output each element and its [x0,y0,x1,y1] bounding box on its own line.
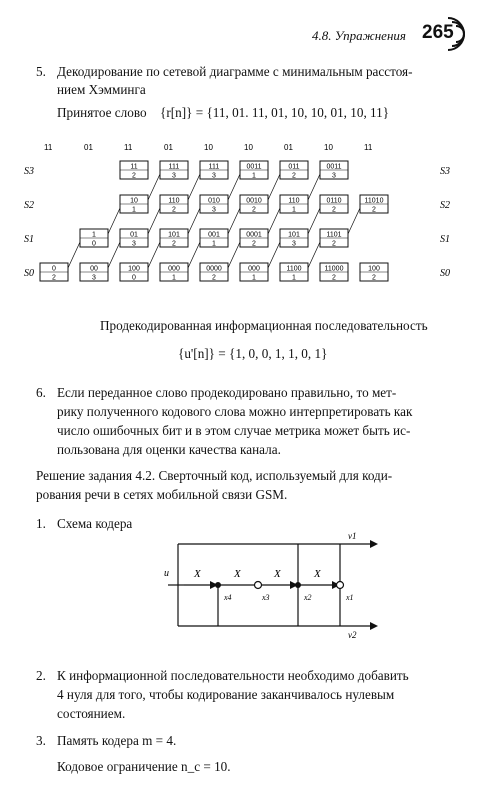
trellis-branch [68,242,80,268]
trellis-node-metric: 3 [92,274,96,282]
trellis-node-metric: 2 [332,240,336,248]
received-symbol: 10 [324,143,333,152]
state-label-left: S2 [24,200,34,211]
trellis-node-metric: 2 [172,206,176,214]
trellis-branch [148,242,160,268]
trellis-branch [148,174,160,200]
trellis-node-path: 0 [52,265,56,273]
item5-text-line1: Декодирование по сетевой диаграмме с минимальным расстоя- [57,64,413,79]
trellis-node-path: 0110 [326,197,342,205]
list2-number: 2. [36,668,46,683]
trellis-node-metric: 3 [172,172,176,180]
state-label-right: S0 [440,268,450,279]
list2-line3: состоянием. [57,706,126,721]
trellis-node-path: 101 [168,231,180,239]
decoded-label: Продекодированная информационная последовательность [100,318,428,333]
item6-line3: число ошибочных бит и в этом случае метрика может быть ис- [57,423,411,438]
received-symbol: 11 [124,143,133,152]
trellis-node-path: 1101 [326,231,342,239]
trellis-node-metric: 2 [172,240,176,248]
trellis-branch [228,208,240,234]
trellis-node-path: 00 [90,265,98,273]
trellis-node-metric: 2 [372,274,376,282]
trellis-node-metric: 2 [292,172,296,180]
encoder-gate-4: X [314,568,321,580]
trellis-branch [108,242,120,268]
trellis-node-metric: 2 [132,172,136,180]
item5-number: 5. [36,64,46,79]
trellis-node-metric: 2 [212,274,216,282]
solution-line2: рования речи в сетях мобильной связи GSM. [36,487,288,502]
trellis-node-path: 100 [368,265,380,273]
trellis-node-path: 101 [288,231,300,239]
trellis-node-path: 1 [92,231,96,239]
trellis-node-path: 000 [248,265,260,273]
trellis-node-path: 0000 [206,265,222,273]
trellis-node-metric: 0 [92,240,96,248]
trellis-branch [188,174,200,200]
trellis-node-path: 11010 [364,197,384,205]
item6-line2: рику полученного кодового слова можно интерпретировать как [57,404,413,419]
encoder-output-v1: v1 [348,531,357,541]
received-symbol: 01 [84,143,93,152]
trellis-node-metric: 1 [292,206,296,214]
trellis-node-metric: 0 [132,274,136,282]
trellis-node-path: 11 [130,163,138,171]
solution-line1: Решение задания 4.2. Сверточный код, используемый для коди- [36,468,393,483]
list3-line1: Память кодера m = 4. [57,733,177,748]
list2-line1: К информационной последовательности необходимо добавить [57,668,409,683]
trellis-node-path: 0001 [246,231,262,239]
received-symbol: 10 [204,143,213,152]
state-label-left: S3 [24,166,34,177]
item5-text-line2: нием Хэмминга [57,82,146,97]
state-label-right: S3 [440,166,450,177]
received-formula: {r[n]} = {11, 01. 11, 01, 10, 10, 01, 10, 11} [160,105,390,120]
list3-line2: Кодовое ограничение n_c = 10. [57,759,231,774]
trellis-node-metric: 3 [212,172,216,180]
trellis-branch [268,174,280,200]
state-label-left: S0 [24,268,34,279]
received-symbol: 11 [44,143,53,152]
encoder-gate-3: X [274,568,281,580]
trellis-node-metric: 1 [132,206,136,214]
item6-line4: пользована для оценки качества канала. [57,442,281,457]
state-label-right: S2 [440,200,450,211]
trellis-node-path: 0010 [246,197,262,205]
received-symbol: 01 [284,143,293,152]
trellis-node-path: 111 [168,163,180,171]
trellis-branch [268,208,280,234]
trellis-branch [308,174,320,200]
trellis-node-metric: 1 [252,172,256,180]
received-symbol: 01 [164,143,173,152]
trellis-node-path: 11000 [324,265,344,273]
encoder-input-label: u [164,568,169,579]
trellis-branch [228,174,240,200]
trellis-node-metric: 2 [252,240,256,248]
trellis-node-metric: 1 [292,274,296,282]
encoder-cell-x1: x1 [346,593,354,602]
trellis-node-metric: 2 [332,274,336,282]
trellis-node-metric: 3 [212,206,216,214]
trellis-node-metric: 3 [332,172,336,180]
trellis-node-metric: 2 [372,206,376,214]
page-number: 265 [422,22,454,43]
trellis-node-path: 010 [208,197,220,205]
trellis-node-path: 10 [130,197,138,205]
item6-line1: Если переданное слово продекодировано правильно, то мет- [57,385,397,400]
trellis-node-path: 0011 [326,163,342,171]
trellis-node-path: 1100 [286,265,302,273]
trellis-node-path: 110 [288,197,300,205]
trellis-branch [308,242,320,268]
trellis-node-path: 110 [168,197,180,205]
received-label: Принятое слово [57,105,147,120]
trellis-branch [148,208,160,234]
encoder-gate-2: X [234,568,241,580]
trellis-node-metric: 2 [52,274,56,282]
trellis-diagram [0,140,492,295]
trellis-node-metric: 3 [132,240,136,248]
trellis-branch [348,208,360,234]
decoded-formula: {u'[n]} = {1, 0, 0, 1, 1, 0, 1} [178,346,328,361]
encoder-diagram [150,530,380,642]
section-header: 4.8. Упражнения [312,28,406,43]
received-symbol: 10 [244,143,253,152]
encoder-cell-x3: x3 [262,593,270,602]
encoder-cell-x2: x2 [304,593,312,602]
trellis-node-path: 100 [128,265,140,273]
list2-line2: 4 нуля для того, чтобы кодирование заканчивалось нулевым [57,687,395,702]
trellis-node-metric: 1 [252,274,256,282]
trellis-branch [188,242,200,268]
trellis-node-metric: 1 [172,274,176,282]
trellis-branch [308,208,320,234]
trellis-node-metric: 2 [332,206,336,214]
trellis-node-path: 0011 [246,163,262,171]
received-symbol: 11 [364,143,373,152]
state-label-left: S1 [24,234,34,245]
encoder-cell-x4: x4 [224,593,232,602]
list1-text: Схема кодера [57,516,133,531]
trellis-node-path: 011 [288,163,300,171]
trellis-branch [188,208,200,234]
trellis-branch [228,242,240,268]
trellis-node-path: 111 [208,163,220,171]
trellis-node-path: 001 [208,231,220,239]
trellis-node-metric: 3 [292,240,296,248]
trellis-node-path: 000 [168,265,180,273]
item6-number: 6. [36,385,46,400]
list1-number: 1. [36,516,46,531]
state-label-right: S1 [440,234,450,245]
encoder-gate-1: X [194,568,201,580]
trellis-node-metric: 2 [252,206,256,214]
trellis-node-path: 01 [130,231,138,239]
trellis-node-metric: 1 [212,240,216,248]
encoder-output-v2: v2 [348,630,357,640]
page-corner-ornament [446,14,468,54]
trellis-branch [268,242,280,268]
trellis-branch [108,208,120,234]
list3-number: 3. [36,733,46,748]
